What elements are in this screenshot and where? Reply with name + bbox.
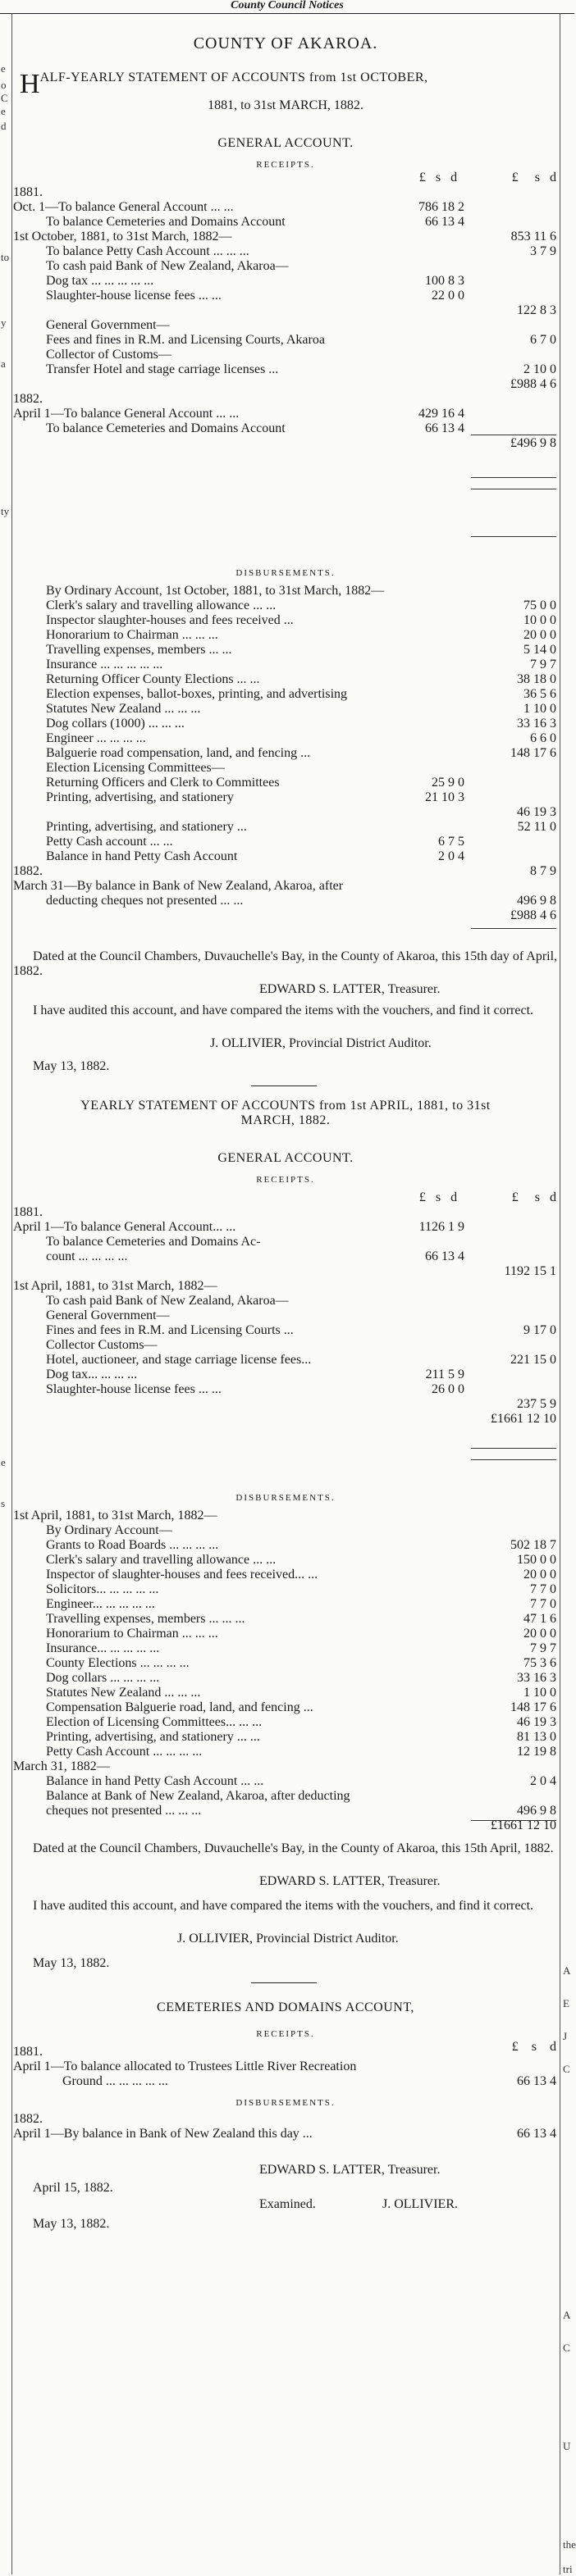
col-pounds: £ (418, 1190, 426, 1204)
amount: 1 10 0 (523, 1686, 556, 1700)
amount: 502 18 7 (510, 1538, 556, 1552)
column-heads (405, 1190, 556, 1205)
amount: 33 16 3 (517, 717, 556, 730)
page-header: County Council Notices (0, 0, 574, 14)
total-column-head (471, 171, 556, 185)
amount: 20 0 0 (523, 1568, 556, 1582)
sub-amount: 66 13 4 (425, 215, 464, 229)
ledger-line: Collector of Customs— (46, 348, 171, 362)
dated-note: Dated at the Council Chambers, Duvauchelle's Bay, in the County of Akaroa, this 15th April, 1882. (33, 1841, 554, 1855)
amount: 3 7 9 (530, 244, 556, 258)
ledger-line: Returning Officer County Elections ... ... (46, 672, 260, 686)
ledger-line: Clerk's salary and travelling allowance ... ... (46, 1553, 277, 1567)
gutter-fragment: a (1, 357, 6, 370)
amount: £496 9 8 (510, 436, 556, 450)
ledger-line: 1881. (13, 1205, 43, 1219)
ledger-line: Fees and fines in R.M. and Licensing Courts, Akaroa (46, 333, 325, 347)
ledger-line: 1st April, 1881, to 31st March, 1882— (13, 1279, 217, 1293)
total-rule (471, 536, 556, 537)
ledger-line: Election Licensing Committees— (46, 761, 225, 775)
ledger-line: Statutes New Zealand ... ... ... (46, 702, 201, 716)
amount: 12 19 8 (517, 1745, 556, 1759)
ledger-line: Returning Officers and Clerk to Committees (46, 776, 280, 790)
gutter-fragment: ty (1, 505, 10, 517)
ledger-line: Engineer ... ... ... ... (46, 731, 146, 745)
ledger-line: Inspector slaughter-houses and fees received ... (46, 613, 294, 627)
audit-note: I have audited this account, and have compared the items with the vouchers, and find it correct. (33, 1004, 534, 1017)
ledger-line: Balance at Bank of New Zealand, Akaroa, after deducting (46, 1789, 350, 1803)
gutter-fragment: A (563, 1964, 571, 1977)
amount: 6 6 0 (530, 731, 556, 745)
ledger-line: Election of Licensing Committees... ... ... (46, 1715, 263, 1729)
ledger-line: Solicitors... ... ... ... ... (46, 1582, 159, 1596)
ledger-line: Honorarium to Chairman ... ... ... (46, 628, 218, 642)
total-rule (471, 477, 556, 478)
gutter-fragment: C (563, 2342, 570, 2354)
auditor-signature: J. OLLIVIER. (382, 2197, 458, 2211)
amount: 38 18 0 (517, 672, 556, 686)
ledger-line: Petty Cash Account ... ... ... ... (46, 1745, 203, 1759)
receipt-line: Ground ... ... ... ... ... (62, 2074, 168, 2088)
ledger-line: deducting cheques not presented ... ... (46, 894, 244, 908)
ledger-line: Slaughter-house license fees ... ... (46, 1382, 222, 1396)
ledger-line: To cash paid Bank of New Zealand, Akaroa— (46, 1294, 289, 1308)
total-rule (471, 1448, 556, 1449)
gutter-fragment: A (563, 2309, 571, 2321)
ledger-line: Transfer Hotel and stage carriage licenses ... (46, 362, 279, 376)
amount: 75 3 6 (523, 1656, 556, 1670)
gutter-fragment: s (1, 1497, 6, 1509)
sub-amount: 2 0 4 (438, 849, 464, 863)
ledger-line: Engineer... ... ... ... ... (46, 1597, 155, 1611)
gutter-fragment: o (1, 79, 7, 91)
amount: 7 7 0 (530, 1582, 556, 1596)
ledger-line: Balance in hand Petty Cash Account ... ... (46, 1774, 264, 1788)
amount: 237 5 9 (517, 1397, 556, 1411)
ledger-line: To balance Cemeteries and Domains Ac- (46, 1235, 261, 1249)
amount: 5 14 0 (523, 643, 556, 657)
ledger-line: Printing, advertising, and stationery (46, 790, 234, 804)
ledger-line: Statutes New Zealand ... ... ... (46, 1686, 201, 1700)
ledger-line: Hotel, auctioneer, and stage carriage license fees... (46, 1353, 312, 1367)
gutter-fragment: e (1, 1456, 6, 1468)
ledger-line: 1882. (13, 392, 43, 406)
ledger-line: Inspector of slaughter-houses and fees received... ... (46, 1568, 318, 1582)
notice-date: May 13, 1882. (33, 2217, 110, 2231)
amount: £1661 12 10 (491, 1818, 556, 1832)
ledger-line: To balance Cemeteries and Domains Account (46, 421, 286, 435)
amount: 2 0 4 (530, 1774, 556, 1788)
column-heads (471, 2040, 556, 2055)
amount: £988 4 6 (510, 908, 556, 922)
ledger-line: Petty Cash account ... ... (46, 835, 173, 849)
col-pounds: £ (418, 171, 426, 184)
amount: 148 17 6 (510, 746, 556, 760)
ledger-line: By Ordinary Account— (46, 1523, 172, 1537)
amount: 81 13 0 (517, 1730, 556, 1744)
amount: 66 13 4 (517, 2127, 556, 2141)
col-pence: d (550, 2040, 556, 2054)
section-divider (251, 1085, 317, 1086)
sub-amount: 21 10 3 (425, 790, 464, 804)
gutter-fragment: C (1, 92, 8, 104)
sub-amount: 6 7 5 (438, 835, 464, 849)
amount: 6 7 0 (530, 333, 556, 347)
half-yearly-heading (20, 71, 558, 98)
ledger-line: Slaughter-house license fees ... ... (46, 289, 222, 303)
amount: 36 5 6 (523, 687, 556, 701)
total-rule (471, 928, 556, 929)
cemeteries-title: CEMETERIES AND DOMAINS ACCOUNT, (157, 2000, 414, 2014)
ledger-line: To cash paid Bank of New Zealand, Akaroa— (46, 259, 289, 273)
gutter-fragment: U (563, 2440, 571, 2452)
disbursements-label: DISBURSEMENTS. (235, 2098, 336, 2108)
amount: 47 1 6 (523, 1612, 556, 1626)
ledger-line: Dog collars (1000) ... ... ... (46, 717, 185, 730)
amount: 7 9 7 (530, 658, 556, 671)
ledger-line: March 31—By balance in Bank of New Zealand, Akaroa, after (13, 879, 344, 893)
ledger-line: Printing, advertising, and stationery ... ... (46, 1730, 260, 1744)
ledger-line: Balance in hand Petty Cash Account (46, 849, 238, 863)
ledger-line: Honorarium to Chairman ... ... ... (46, 1627, 218, 1641)
amount: 1192 15 1 (504, 1264, 556, 1278)
amount: 20 0 0 (523, 628, 556, 642)
yearly-heading: YEARLY STATEMENT OF ACCOUNTS from 1st APRIL, 1881, to 31st (80, 1099, 491, 1113)
col-pence: d (450, 1190, 458, 1204)
ledger-line: 1881. (13, 185, 43, 199)
col-shillings: s (534, 1190, 540, 1204)
half-yearly-heading-line2: 1881, to 31st MARCH, 1882. (208, 98, 363, 112)
ledger-line: Dog tax... ... ... ... (46, 1368, 138, 1381)
col-pounds: £ (511, 1190, 519, 1204)
drop-cap: H (20, 69, 40, 99)
treasurer-signature: EDWARD S. LATTER, Treasurer. (259, 2163, 441, 2177)
ledger-line: Printing, advertising, and stationery ... (46, 820, 247, 834)
left-gutter (0, 13, 12, 2574)
ledger-line: Grants to Road Boards ... ... ... ... (46, 1538, 219, 1552)
amount: 221 15 0 (510, 1353, 556, 1367)
gutter-fragment: tri (563, 2563, 573, 2575)
ledger-line: count ... ... ... ... (46, 1249, 128, 1263)
ledger-line: Insurance... ... ... ... ... (46, 1641, 160, 1655)
amount: £1661 12 10 (491, 1412, 556, 1426)
sub-amount: 22 0 0 (432, 289, 464, 303)
ledger-line: Balguerie road compensation, land, and fencing ... (46, 746, 311, 760)
sub-amount: 211 5 9 (425, 1368, 464, 1381)
ledger-line: 1st April, 1881, to 31st March, 1882— (13, 1509, 217, 1522)
ledger-line: Election expenses, ballot-boxes, printing, and advertising (46, 687, 348, 701)
gutter-fragment: e (1, 62, 6, 75)
col-shillings: s (534, 171, 540, 184)
receipts-label: RECEIPTS. (256, 160, 315, 170)
amount: 148 17 6 (510, 1700, 556, 1714)
year-label: 1881. (13, 2045, 43, 2059)
col-pence: d (550, 171, 556, 184)
ledger-line: Dog tax ... ... ... ... ... (46, 274, 154, 288)
ledger-line: By Ordinary Account, 1st October, 1881, to 31st March, 1882— (46, 584, 385, 598)
amount: 8 7 9 (530, 864, 556, 878)
ledger-line: County Elections ... ... ... ... (46, 1656, 190, 1670)
amount: 496 9 8 (517, 1804, 556, 1818)
total-column-head (471, 1190, 556, 1205)
total-rule (471, 1820, 556, 1821)
ledger-line: Oct. 1—To balance General Account ... ... (13, 200, 234, 214)
col-pounds: £ (511, 171, 519, 184)
gutter-fragment: E (563, 1997, 569, 2009)
amount: 853 11 6 (510, 230, 556, 243)
ledger-line: April 1—To balance General Account ... ... (13, 407, 240, 421)
ledger-line: Travelling expenses, members ... ... (46, 643, 232, 657)
ledger-line: General Government— (46, 318, 170, 332)
sub-amount: 429 16 4 (418, 407, 464, 421)
ledger-line: April 1—To balance General Account... ... (13, 1220, 236, 1234)
disbursements-label: DISBURSEMENTS. (235, 1493, 336, 1503)
amount: 496 9 8 (517, 894, 556, 908)
col-shillings: s (435, 1190, 441, 1204)
receipts-label: RECEIPTS. (256, 2029, 315, 2039)
notice-title: COUNTY OF AKAROA. (193, 34, 378, 52)
examined-label: Examined. (259, 2197, 316, 2211)
section-title: GENERAL ACCOUNT. (217, 1151, 354, 1165)
treasurer-signature: EDWARD S. LATTER, Treasurer. (259, 982, 441, 996)
col-pence: d (450, 171, 458, 184)
amount: 52 11 0 (517, 820, 556, 834)
ledger-line: General Government— (46, 1308, 170, 1322)
amount: 66 13 4 (517, 2074, 556, 2088)
sub-amount: 25 9 0 (432, 776, 464, 790)
amount: 46 19 3 (517, 805, 556, 819)
section-divider (251, 1982, 317, 1983)
sub-amount: 100 8 3 (425, 274, 464, 288)
total-rule (471, 1459, 556, 1460)
ledger-line: Travelling expenses, members ... ... ... (46, 1612, 245, 1626)
gutter-fragment: C (563, 2063, 570, 2075)
gutter-fragment: J (563, 2030, 568, 2042)
sub-column-head (405, 1190, 471, 1205)
amount: £988 4 6 (510, 377, 556, 391)
gutter-fragment: the (563, 2538, 576, 2551)
col-pounds: £ (511, 2040, 519, 2054)
receipt-line: April 1—To balance allocated to Trustees Little River Recreation (13, 2059, 357, 2073)
ledger-line: Insurance ... ... ... ... ... (46, 658, 163, 671)
gutter-fragment: d (1, 120, 7, 132)
ledger-line: To balance Petty Cash Account ... ... ... (46, 244, 249, 258)
amount: 75 0 0 (523, 598, 556, 612)
ledger-line: 1882. (13, 864, 43, 878)
sub-amount: 1126 1 9 (418, 1220, 464, 1234)
ledger-line: 1st October, 1881, to 31st March, 1882— (13, 230, 232, 243)
audit-date: May 13, 1882. (33, 1956, 110, 1970)
amount: 9 17 0 (523, 1323, 556, 1337)
gutter-fragment: y (1, 316, 7, 329)
amount: 46 19 3 (517, 1715, 556, 1729)
auditor-signature: J. OLLIVIER, Provincial District Auditor. (210, 1036, 432, 1050)
gutter-fragment: e (1, 105, 6, 117)
col-pence: d (550, 1190, 556, 1204)
dated-note: Dated at the Council Chambers, Duvauchelle's Bay, in the County of Akaroa, this 15th day of April, 1882. (13, 949, 558, 978)
sub-amount: 26 0 0 (432, 1382, 464, 1396)
ledger-line: To balance Cemeteries and Domains Account (46, 215, 286, 229)
amount: 7 7 0 (530, 1597, 556, 1611)
audit-date: May 13, 1882. (33, 1059, 110, 1073)
gutter-fragment: to (1, 251, 10, 263)
disbursements-label: DISBURSEMENTS. (235, 568, 336, 578)
col-shillings: s (531, 2040, 537, 2054)
amount: 2 10 0 (523, 362, 556, 376)
ledger-line: Dog collars ... ... ... ... (46, 1671, 160, 1685)
sub-amount: 786 18 2 (418, 200, 464, 214)
year-label: 1882. (13, 2112, 43, 2126)
amount: 122 8 3 (517, 303, 556, 317)
sub-column-head (405, 171, 471, 185)
heading-text: ALF-YEARLY STATEMENT OF ACCOUNTS from 1st OCTOBER, (39, 71, 428, 84)
section-title: GENERAL ACCOUNT. (217, 136, 354, 150)
col-shillings: s (435, 171, 441, 184)
yearly-heading-line2: MARCH, 1882. (240, 1113, 331, 1127)
amount: 10 0 0 (523, 613, 556, 627)
sub-amount: 66 13 4 (425, 421, 464, 435)
column-heads (405, 171, 556, 185)
ledger-line: Compensation Balguerie road, land, and fencing ... (46, 1700, 313, 1714)
notice-date: April 15, 1882. (33, 2181, 113, 2195)
treasurer-signature: EDWARD S. LATTER, Treasurer. (259, 1874, 441, 1888)
sub-amount: 66 13 4 (425, 1249, 464, 1263)
amount: 1 10 0 (523, 702, 556, 716)
right-gutter (560, 13, 575, 2574)
amount: 33 16 3 (517, 1671, 556, 1685)
receipts-label: RECEIPTS. (256, 1175, 315, 1185)
ledger-line: Fines and fees in R.M. and Licensing Courts ... (46, 1323, 294, 1337)
ledger-line: March 31, 1882— (13, 1759, 110, 1773)
auditor-signature: J. OLLIVIER, Provincial District Auditor. (177, 1932, 399, 1946)
ledger-line: Collector Customs— (46, 1338, 158, 1352)
amount: 150 0 0 (517, 1553, 556, 1567)
amount: 7 9 7 (530, 1641, 556, 1655)
audit-note: I have audited this account, and have compared the items with the vouchers, and find it correct. (33, 1899, 534, 1913)
ledger-line: cheques not presented ... ... ... (46, 1804, 202, 1818)
amount: 20 0 0 (523, 1627, 556, 1641)
ledger-line: Clerk's salary and travelling allowance ... ... (46, 598, 277, 612)
disbursement-line: April 1—By balance in Bank of New Zealand this day ... (13, 2127, 313, 2141)
